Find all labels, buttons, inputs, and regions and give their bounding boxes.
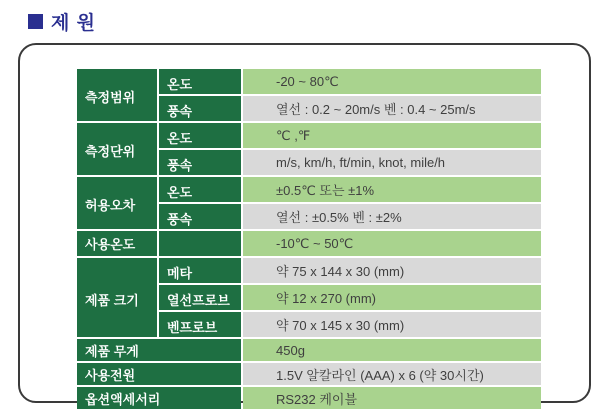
row-value: 약 70 x 145 x 30 (mm): [243, 312, 541, 337]
table-row: [77, 387, 541, 409]
row-value: -20 ~ 80℃: [243, 69, 541, 94]
table-row: [77, 339, 541, 361]
row-group-label: 측정범위: [77, 69, 157, 121]
row-sub-label: 열선프로브: [159, 285, 241, 310]
row-sub-label: 벤프로브: [159, 312, 241, 337]
row-value: RS232 케이블: [243, 387, 541, 409]
row-sub-label: 온도: [159, 69, 241, 94]
row-group-label: 사용전원: [77, 363, 241, 385]
table-row: [77, 177, 541, 202]
row-sub-label: 풍속: [159, 204, 241, 229]
row-sub-label: 온도: [159, 123, 241, 148]
row-group-label: 사용온도: [77, 231, 157, 256]
row-group-label: 제품 크기: [77, 258, 157, 337]
row-group-label: 옵션액세서리: [77, 387, 241, 409]
row-value: ±0.5℃ 또는 ±1%: [243, 177, 541, 202]
row-group-label: 측정단위: [77, 123, 157, 175]
page-title: [28, 8, 96, 35]
table-row: [77, 363, 541, 385]
row-group-label: 허용오차: [77, 177, 157, 229]
row-value: 약 75 x 144 x 30 (mm): [243, 258, 541, 283]
row-sub-label: 메타: [159, 258, 241, 283]
table-row: [77, 123, 541, 148]
row-value: 열선 : ±0.5% 벤 : ±2%: [243, 204, 541, 229]
row-sub-label: 온도: [159, 177, 241, 202]
row-value: 열선 : 0.2 ~ 20m/s 벤 : 0.4 ~ 25m/s: [243, 96, 541, 121]
page-title-text: 제 원: [51, 13, 96, 34]
row-sub-label: 풍속: [159, 96, 241, 121]
spec-panel: [18, 43, 591, 407]
row-value: ℃ ,℉: [243, 123, 541, 148]
table-row: [77, 69, 541, 94]
title-bullet-icon: [28, 14, 43, 29]
row-value: 약 12 x 270 (mm): [243, 285, 541, 310]
row-value: 1.5V 알칼라인 (AAA) x 6 (약 30시간): [243, 363, 541, 385]
row-sub-label: [159, 231, 241, 256]
row-value: 450g: [243, 339, 541, 361]
row-sub-label: 풍속: [159, 150, 241, 175]
row-value: -10℃ ~ 50℃: [243, 231, 541, 256]
spec-table: [75, 67, 543, 411]
table-row: [77, 258, 541, 283]
row-value: m/s, km/h, ft/min, knot, mile/h: [243, 150, 541, 175]
table-row: [77, 231, 541, 256]
row-group-label: 제품 무게: [77, 339, 241, 361]
